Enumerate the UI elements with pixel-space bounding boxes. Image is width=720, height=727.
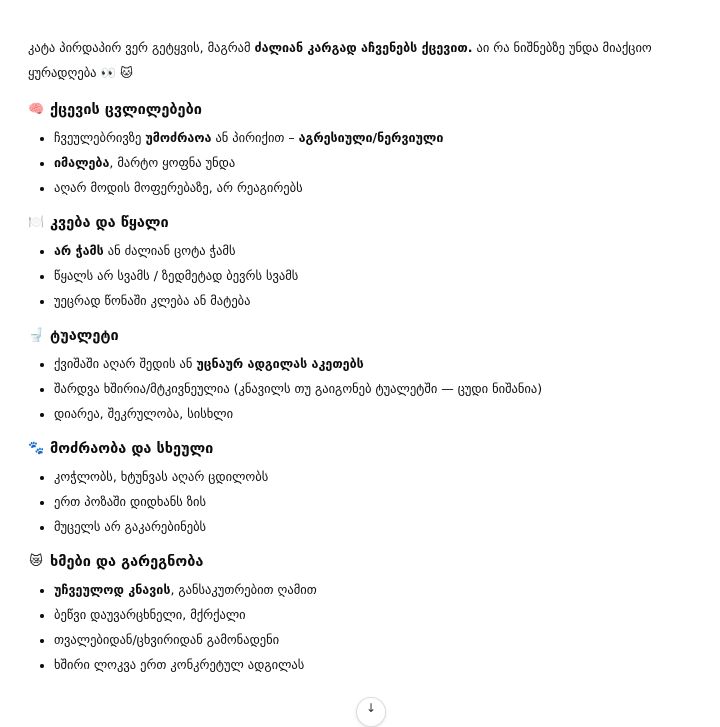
bold-text: არ ჭამს — [54, 243, 104, 258]
section-title: ხმები და გარეგნობა — [50, 554, 204, 570]
text: , განსაკუთრებით ღამით — [170, 582, 317, 597]
text: ბეწვი დაუვარცხნელი, მქრქალი — [54, 607, 246, 622]
text: უეცრად წონაში კლება ან მატება — [54, 293, 251, 308]
list-item — [54, 627, 688, 652]
list-item — [54, 175, 688, 200]
text: ხშირი ლოკვა ერთ კონკრეტულ ადგილას — [54, 657, 305, 672]
toilet-list — [28, 351, 688, 426]
sections — [28, 99, 688, 677]
text: შარდვა ხშირია/მტკივნეულია (კნავილს თუ გაიგონებ ტუალეტში — ცუდი ნიშანია) — [54, 381, 543, 396]
chat-message — [28, 35, 688, 689]
section-title: მოძრაობა და სხეული — [50, 441, 214, 457]
text: წყალს არ სვამს / ზედმეტად ბევრს სვამს — [54, 268, 299, 283]
food-and-water-list — [28, 238, 688, 313]
behavior-changes-emoji-icon: 🧠 — [28, 102, 45, 117]
list-item — [54, 489, 688, 514]
text: ან ძალიან ცოტა ჭამს — [103, 243, 236, 258]
list-item — [54, 238, 688, 263]
list-item — [54, 125, 688, 150]
list-item — [54, 263, 688, 288]
list-item — [54, 652, 688, 677]
list-item — [54, 288, 688, 313]
intro-paragraph — [28, 35, 688, 85]
food-and-water-emoji-icon: 🍽️ — [28, 215, 45, 230]
text: ჩვეულებრივზე — [54, 130, 146, 145]
list-item — [54, 351, 688, 376]
list-item — [54, 514, 688, 539]
text: კოჭლობს, ხტუნვას აღარ ცდილობს — [54, 469, 269, 484]
section-heading-behavior-changes — [28, 99, 688, 121]
text: კატა პირდაპირ ვერ გეტყვის, მაგრამ — [28, 40, 255, 55]
bold-text: უჩვეულოდ კნავის — [54, 582, 171, 597]
text: ან პირიქით – — [211, 130, 299, 145]
section-title: კვება და წყალი — [50, 215, 169, 231]
bold-text: აგრესიული/ნერვიული — [298, 130, 444, 145]
bold-text: იმალება — [54, 155, 110, 170]
scroll-down-button[interactable] — [356, 697, 386, 727]
bold-text: ძალიან კარგად აჩვენებს ქცევით. — [254, 40, 473, 55]
list-item — [54, 150, 688, 175]
sounds-and-appearance-list — [28, 577, 688, 677]
section-title: ტუალეტი — [50, 328, 119, 344]
text: ქვიშაში აღარ შედის ან — [54, 356, 197, 371]
section-heading-toilet — [28, 325, 688, 347]
text: , მარტო ყოფნა უნდა — [109, 155, 236, 170]
text: დიარეა, შეკრულობა, სისხლი — [54, 406, 234, 421]
bold-text: უმოძრაოა — [145, 130, 212, 145]
text: აი რა ნიშნებზე უნდა მიაქციო ყურადღება 👀 🐱 — [28, 40, 652, 80]
list-item — [54, 602, 688, 627]
bold-text: უცნაურ ადგილას აკეთებს — [196, 356, 364, 371]
toilet-emoji-icon: 🚽 — [28, 328, 45, 343]
text: თვალებიდან/ცხვირიდან გამონადენი — [54, 632, 280, 647]
text: მუცელს არ გაკარებინებს — [54, 519, 207, 534]
sounds-and-appearance-emoji-icon: 😿 — [29, 554, 43, 569]
section-heading-movement-and-body — [28, 438, 688, 460]
list-item — [54, 577, 688, 602]
movement-and-body-list — [28, 464, 688, 539]
behavior-changes-list — [28, 125, 688, 200]
section-heading-sounds-and-appearance — [28, 551, 688, 573]
text: აღარ მოდის მოფერებაზე, არ რეაგირებს — [54, 180, 303, 195]
movement-and-body-emoji-icon: 🐾 — [28, 441, 45, 456]
list-item — [54, 401, 688, 426]
section-heading-food-and-water — [28, 212, 688, 234]
section-title: ქცევის ცვლილებები — [50, 102, 202, 118]
arrow-down-icon: ↓ — [365, 701, 377, 715]
list-item — [54, 464, 688, 489]
text: ერთ პოზაში დიდხანს ზის — [54, 494, 207, 509]
list-item — [54, 376, 688, 401]
